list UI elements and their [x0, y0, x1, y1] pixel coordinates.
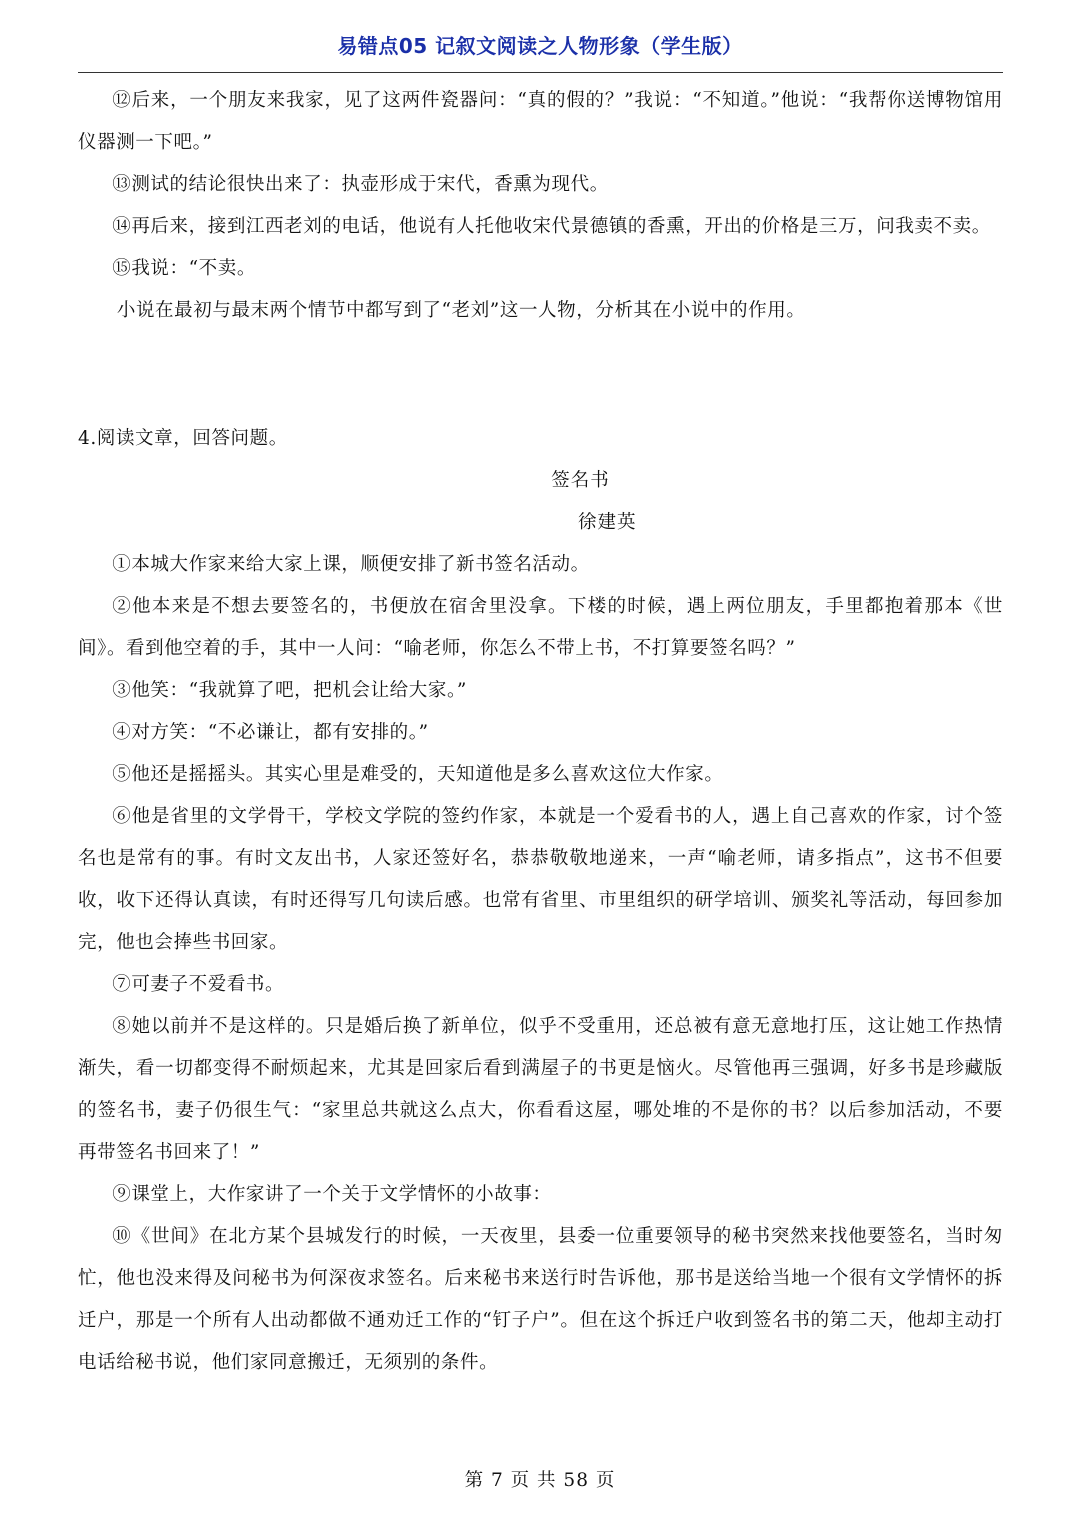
document-header-title: 易错点05 记叙文阅读之人物形象（学生版）: [337, 34, 743, 58]
paragraph-14: ⑭再后来，接到江西老刘的电话，他说有人托他收宋代景德镇的香熏，开出的价格是三万，问我卖不卖。: [112, 216, 991, 237]
question-4-prompt: 4.阅读文章，回答问题。: [78, 428, 288, 449]
article-paragraph-7: ⑦可妻子不爱看书。: [112, 974, 285, 995]
blank-answer-space: [78, 332, 1003, 418]
article-paragraph-1: ①本城大作家来给大家上课，顺便安排了新书签名活动。: [112, 554, 590, 575]
article-paragraph-9: ⑨课堂上，大作家讲了一个关于文学情怀的小故事：: [112, 1184, 552, 1205]
article-paragraph-5: ⑤他还是摇摇头。其实心里是难受的，天知道他是多么喜欢这位大作家。: [112, 764, 724, 785]
header-divider: [78, 72, 1003, 73]
document-body: [78, 80, 1003, 1384]
page-number-footer: 第 7 页 共 58 页: [464, 1470, 616, 1491]
article-title: 签名书: [551, 470, 610, 491]
article-paragraph-3: ③他笑：“我就算了吧，把机会让给大家。”: [112, 680, 467, 701]
article-paragraph-6: ⑥他是省里的文学骨干，学校文学院的签约作家，本就是一个爱看书的人，遇上自己喜欢的作家，讨个签名也是常有的事。有时文友出书，人家还签好名，恭恭敬敬地递来，一声“喻老师，请多指点”，这书不但要收，收下还得认真读，有时还得写几句读后感。也常有省里、市里组织的研学培训、颁奖礼等活动，每回参加完，他也会捧些书回家。: [78, 806, 1003, 953]
question-3: 小说在最初与最末两个情节中都写到了“老刘”这一人物，分析其在小说中的作用。: [116, 300, 806, 321]
article-paragraph-2: ②他本来是不想去要签名的，书便放在宿舍里没拿。下楼的时候，遇上两位朋友，手里都抱着那本《世间》。看到他空着的手，其中一人问：“喻老师，你怎么不带上书，不打算要签名吗？”: [78, 596, 1003, 659]
article-paragraph-10: ⑩《世间》在北方某个县城发行的时候，一天夜里，县委一位重要领导的秘书突然来找他要签名，当时匆忙，他也没来得及问秘书为何深夜求签名。后来秘书来送行时告诉他，那书是送给当地一个很有文学情怀的拆迁户，那是一个所有人出动都做不通劝迁工作的“钉子户”。但在这个拆迁户收到签名书的第二天，他却主动打电话给秘书说，他们家同意搬迁，无须别的条件。: [78, 1226, 1003, 1373]
article-author: 徐建英: [578, 512, 637, 533]
paragraph-15: ⑮我说：“不卖。: [112, 258, 256, 279]
paragraph-13: ⑬测试的结论很快出来了：执壶形成于宋代，香熏为现代。: [112, 174, 609, 195]
paragraph-12: ⑫后来，一个朋友来我家，见了这两件瓷器问：“真的假的？”我说：“不知道。”他说：“我帮你送博物馆用仪器测一下吧。”: [78, 90, 1003, 153]
article-paragraph-4: ④对方笑：“不必谦让，都有安排的。”: [112, 722, 429, 743]
article-paragraph-8: ⑧她以前并不是这样的。只是婚后换了新单位，似乎不受重用，还总被有意无意地打压，这让她工作热情渐失，看一切都变得不耐烦起来，尤其是回家后看到满屋子的书更是恼火。尽管他再三强调，好多书是珍藏版的签名书，妻子仍很生气：“家里总共就这么点大，你看看这屋，哪处堆的不是你的书？以后参加活动，不要再带签名书回来了！”: [78, 1016, 1003, 1163]
